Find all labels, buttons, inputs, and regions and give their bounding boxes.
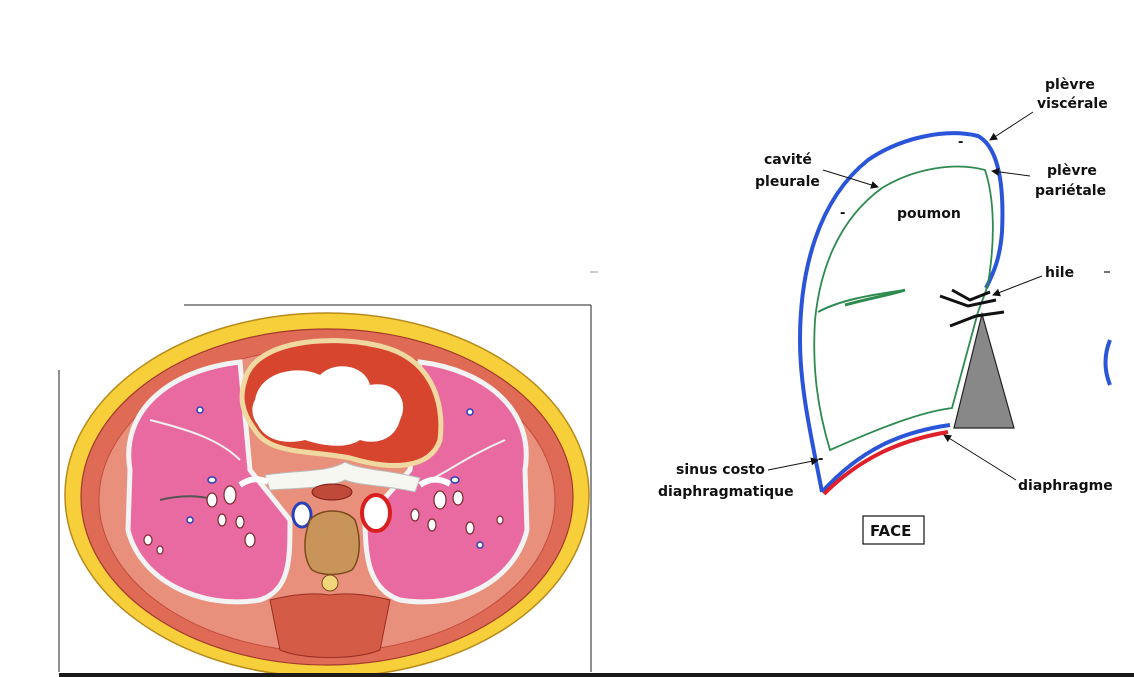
- vein: [467, 409, 473, 415]
- label-plevre-par-line1: plèvre: [1047, 163, 1097, 179]
- back-muscles: [270, 594, 390, 658]
- vein: [208, 477, 216, 483]
- minus-sign-1: -: [958, 135, 964, 150]
- minus-sign-2: -: [840, 206, 846, 221]
- vein: [187, 517, 193, 523]
- vessel: [207, 493, 217, 507]
- label-hile: hile: [1045, 265, 1075, 281]
- vessel: [245, 533, 255, 547]
- vessel: [428, 519, 436, 531]
- label-sinus-line1: sinus costo: [676, 462, 765, 478]
- vertebral-body: [305, 511, 359, 575]
- vessel: [411, 509, 419, 521]
- vein: [197, 407, 203, 413]
- lung-fissure-thick: [845, 290, 905, 305]
- label-plevre-par-line2: pariétale: [1035, 183, 1107, 199]
- label-cavite-line1: cavité: [764, 152, 812, 168]
- arrow-diaphragme: [944, 435, 1016, 480]
- vessel: [434, 491, 446, 509]
- label-sinus-line2: diaphragmatique: [658, 484, 794, 500]
- vessel: [224, 486, 236, 504]
- label-plevre-visc-line2: viscérale: [1037, 96, 1108, 112]
- vein: [451, 477, 459, 483]
- vessel: [144, 535, 152, 545]
- label-poumon: poumon: [897, 206, 961, 222]
- bottom-rule: [59, 673, 1134, 677]
- vessel: [497, 516, 503, 524]
- aorta: [362, 495, 390, 531]
- vessel: [236, 516, 244, 528]
- arrow-hile: [993, 276, 1042, 295]
- label-plevre-visc-line1: plèvre: [1045, 77, 1095, 93]
- pleura-diagram: [590, 77, 1113, 544]
- arrow-cavite-pleurale: [823, 170, 878, 187]
- label-cavite-line2: pleurale: [755, 174, 820, 190]
- vein: [477, 542, 483, 548]
- arrow-sinus: [768, 460, 818, 470]
- vessel: [466, 522, 474, 534]
- hilum-structure: [940, 290, 1004, 326]
- vessel: [218, 514, 226, 526]
- arrow-plevre-viscerale: [990, 112, 1033, 140]
- hilum-upper-stroke: [952, 290, 990, 300]
- face-label: FACE: [870, 522, 912, 540]
- minus-sign-3: -: [818, 452, 824, 467]
- vessel: [453, 491, 463, 505]
- thorax-cross-section: [59, 305, 591, 677]
- spinal-canal: [322, 575, 338, 591]
- hilum-cone: [954, 314, 1014, 428]
- esophagus: [312, 484, 352, 500]
- label-diaphragme: diaphragme: [1018, 478, 1113, 494]
- edge-arc: [1106, 340, 1111, 385]
- vessel: [157, 546, 163, 554]
